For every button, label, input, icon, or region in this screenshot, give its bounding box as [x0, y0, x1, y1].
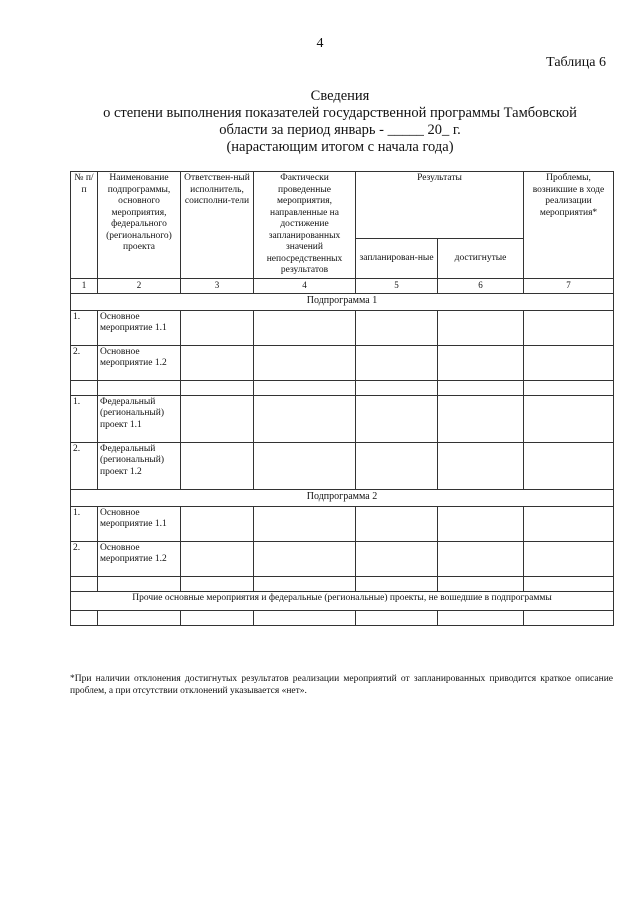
empty-cell	[356, 541, 438, 576]
col-number: 4	[254, 278, 356, 293]
subprogram-1-heading	[71, 293, 614, 310]
empty-cell	[356, 310, 438, 345]
header-results: Результаты	[356, 172, 524, 239]
empty-cell	[524, 345, 614, 380]
empty-cell	[524, 442, 614, 489]
row-name: Основное мероприятие 1.1	[98, 310, 181, 345]
row-name: Основное мероприятие 1.2	[98, 541, 181, 576]
empty-cell	[356, 345, 438, 380]
blank-row	[71, 380, 614, 395]
table-row	[71, 345, 614, 380]
row-name: Основное мероприятие 1.1	[98, 506, 181, 541]
empty-cell	[524, 395, 614, 442]
empty-cell	[524, 610, 614, 625]
header-responsible: Ответствен-ный исполнитель, соисполни-тели	[181, 172, 254, 279]
row-num: 1.	[71, 395, 98, 442]
empty-cell	[254, 345, 356, 380]
empty-cell	[356, 506, 438, 541]
header-row	[71, 172, 614, 239]
empty-cell	[181, 310, 254, 345]
empty-cell	[356, 576, 438, 591]
title-line-2: о степени выполнения показателей государственной программы Тамбовской	[103, 105, 577, 121]
header-name: Наименование подпрограммы, основного мероприятия, федерального (регионального) проекта	[98, 172, 181, 279]
empty-cell	[438, 380, 524, 395]
header-planned: запланирован-ные	[356, 239, 438, 279]
other-activities-title: Прочие основные мероприятия и федеральные (региональные) проекты, не вошедшие в подпрограммы	[71, 591, 614, 610]
empty-cell	[181, 380, 254, 395]
column-numbers-row	[71, 278, 614, 293]
empty-cell	[181, 576, 254, 591]
header-achieved: достигнутые	[438, 239, 524, 279]
col-number: 2	[98, 278, 181, 293]
empty-cell	[438, 506, 524, 541]
empty-cell	[254, 442, 356, 489]
empty-cell	[254, 541, 356, 576]
empty-cell	[254, 310, 356, 345]
col-number: 7	[524, 278, 614, 293]
table-row	[71, 395, 614, 442]
empty-cell	[254, 506, 356, 541]
empty-cell	[181, 610, 254, 625]
subprogram-2-title: Подпрограмма 2	[71, 489, 614, 506]
row-name: Федеральный (региональный) проект 1.2	[98, 442, 181, 489]
header-activities: Фактически проведенные мероприятия, направленные на достижение запланированных значений непосредственных результатов	[254, 172, 356, 279]
empty-cell	[181, 442, 254, 489]
empty-cell	[438, 310, 524, 345]
empty-cell	[524, 310, 614, 345]
report-table	[70, 171, 614, 626]
empty-cell	[254, 395, 356, 442]
empty-cell	[524, 380, 614, 395]
empty-cell	[356, 610, 438, 625]
blank-row	[71, 576, 614, 591]
empty-cell	[356, 395, 438, 442]
table-row	[71, 541, 614, 576]
row-num: 2.	[71, 442, 98, 489]
subprogram-2-heading	[71, 489, 614, 506]
empty-cell	[438, 576, 524, 591]
empty-cell	[438, 345, 524, 380]
page-number: 4	[316, 36, 324, 51]
header-num: № п/п	[71, 172, 98, 279]
subprogram-1-title: Подпрограмма 1	[71, 293, 614, 310]
col-number: 3	[181, 278, 254, 293]
row-num: 2.	[71, 345, 98, 380]
table-row	[71, 506, 614, 541]
table-label: Таблица 6	[546, 55, 606, 70]
empty-cell	[98, 610, 181, 625]
empty-cell	[356, 442, 438, 489]
empty-cell	[71, 610, 98, 625]
empty-cell	[524, 506, 614, 541]
empty-cell	[254, 576, 356, 591]
row-name: Основное мероприятие 1.2	[98, 345, 181, 380]
empty-cell	[254, 380, 356, 395]
empty-cell	[438, 541, 524, 576]
row-num: 2.	[71, 541, 98, 576]
empty-cell	[181, 345, 254, 380]
title-line-4: (нарастающим итогом с начала года)	[226, 139, 454, 155]
empty-cell	[181, 395, 254, 442]
empty-cell	[524, 576, 614, 591]
table-row	[71, 442, 614, 489]
empty-cell	[254, 610, 356, 625]
empty-cell	[98, 380, 181, 395]
empty-cell	[438, 442, 524, 489]
row-name: Федеральный (региональный) проект 1.1	[98, 395, 181, 442]
empty-cell	[71, 576, 98, 591]
empty-cell	[181, 506, 254, 541]
other-activities-row	[71, 591, 614, 610]
empty-cell	[181, 541, 254, 576]
col-number: 6	[438, 278, 524, 293]
row-num: 1.	[71, 310, 98, 345]
empty-cell	[438, 395, 524, 442]
header-problems: Проблемы, возникшие в ходе реализации мероприятия*	[524, 172, 614, 279]
empty-cell	[98, 576, 181, 591]
table-row	[71, 310, 614, 345]
empty-cell	[71, 380, 98, 395]
empty-cell	[356, 380, 438, 395]
footnote: *При наличии отклонения достигнутых результатов реализации мероприятий от запланированных приводится краткое описание проблем, а при отсутствии отклонений указывается «нет».	[70, 674, 613, 696]
row-num: 1.	[71, 506, 98, 541]
col-number: 5	[356, 278, 438, 293]
blank-row	[71, 610, 614, 625]
title-line-1: Сведения	[310, 88, 370, 104]
col-number: 1	[71, 278, 98, 293]
empty-cell	[438, 610, 524, 625]
title-line-3: области за период январь - _____ 20_ г.	[219, 122, 461, 138]
empty-cell	[524, 541, 614, 576]
document-title	[60, 88, 620, 156]
